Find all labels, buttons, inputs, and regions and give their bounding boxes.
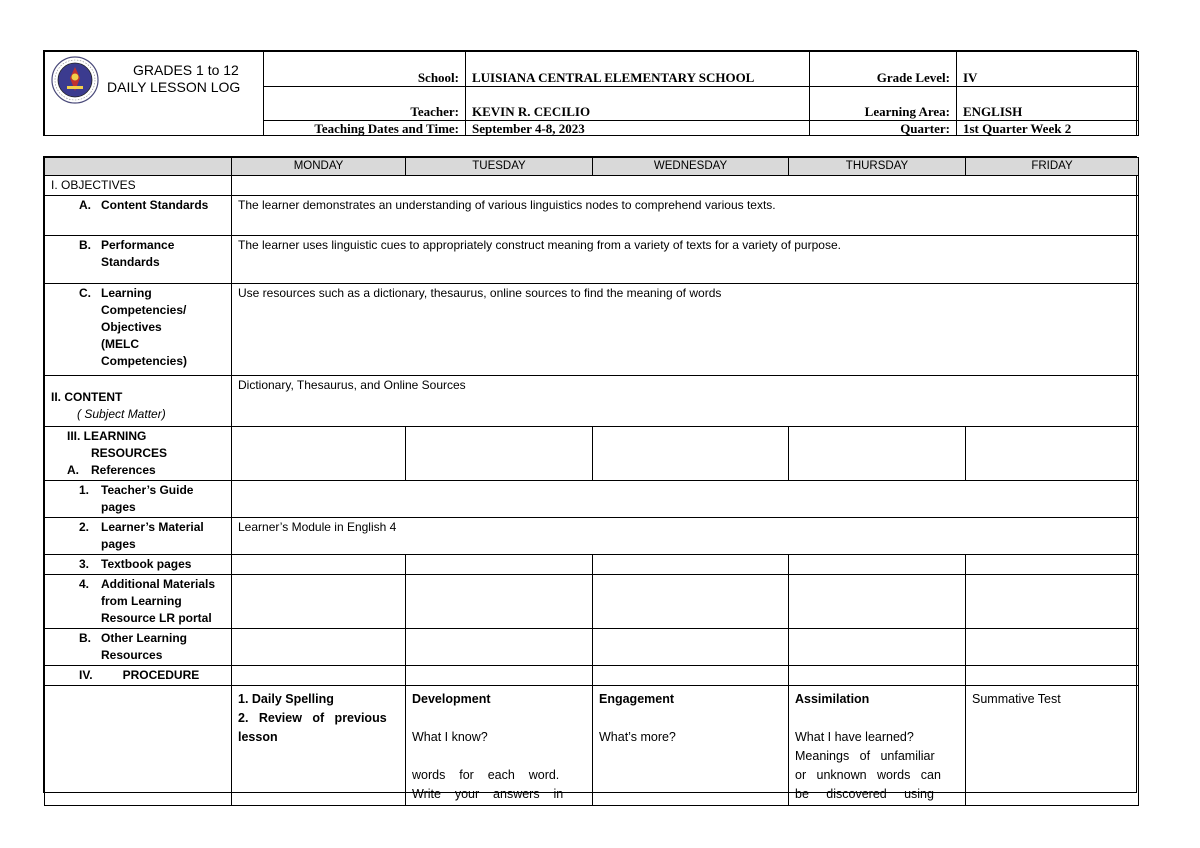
competencies-label-2: Competencies/ <box>101 303 187 317</box>
school-label: School: <box>264 52 466 87</box>
learners-material-label <box>45 518 232 555</box>
resources-monday <box>232 427 406 481</box>
additional-materials-num: 4. <box>79 577 90 591</box>
header-title-cell <box>45 52 264 136</box>
other-friday <box>966 629 1139 666</box>
competencies-num: C. <box>79 286 91 300</box>
teacher-label: Teacher: <box>264 87 466 121</box>
header-title-line2: DAILY LESSON LOG <box>107 79 241 95</box>
teachers-guide-label-2: pages <box>101 500 136 514</box>
teachers-guide-text <box>232 481 1139 518</box>
procedure-detail-label <box>45 686 232 806</box>
other-tuesday <box>406 629 593 666</box>
additional-monday <box>232 575 406 629</box>
content-standards-text: The learner demonstrates an understanding of various linguistics nodes to comprehend various texts. <box>232 196 1139 236</box>
day-thursday: THURSDAY <box>789 158 966 176</box>
wednesday-line-1: What’s more? <box>599 730 676 744</box>
procedure-wednesday-blank <box>593 666 789 686</box>
other-resources-label <box>45 629 232 666</box>
other-resources-num: B. <box>79 631 91 645</box>
content-standards-text-label: Content Standards <box>101 198 209 212</box>
teaching-dates-label: Teaching Dates and Time: <box>264 121 466 136</box>
objectives-heading: I. OBJECTIVES <box>45 176 232 196</box>
teachers-guide-label <box>45 481 232 518</box>
objectives-blank <box>232 176 1139 196</box>
textbook-friday <box>966 555 1139 575</box>
textbook-row <box>45 555 1139 575</box>
other-resources-row <box>45 629 1139 666</box>
learning-resources-heading-2: RESOURCES <box>91 446 168 460</box>
performance-standards-num: B. <box>79 238 91 252</box>
header-title-line1: GRADES 1 to 12 <box>133 62 239 78</box>
teachers-guide-label-1: Teacher’s Guide <box>101 483 194 497</box>
competencies-label-3: Objectives <box>101 320 162 334</box>
content-text: Dictionary, Thesaurus, and Online Sources <box>232 376 1139 427</box>
learners-material-label-1: Learner’s Material <box>101 520 204 534</box>
references-label: References <box>91 463 156 477</box>
learners-material-label-2: pages <box>101 537 136 551</box>
wednesday-title: Engagement <box>599 692 675 706</box>
textbook-num: 3. <box>79 557 90 571</box>
tuesday-line-1: What I know? <box>412 730 488 744</box>
tuesday-line-3: Write your answers in <box>412 787 564 801</box>
additional-thursday <box>789 575 966 629</box>
learners-material-text: Learner’s Module in English 4 <box>232 518 1139 555</box>
thursday-line-4: be discovered using <box>795 787 934 801</box>
competencies-row <box>45 284 1139 376</box>
thursday-title: Assimilation <box>795 692 870 706</box>
textbook-wednesday <box>593 555 789 575</box>
monday-line-3: lesson <box>238 730 278 744</box>
other-resources-label-2: Resources <box>101 648 163 662</box>
additional-wednesday <box>593 575 789 629</box>
teachers-guide-num: 1. <box>79 483 90 497</box>
procedure-friday <box>966 686 1139 806</box>
procedure-thursday <box>789 686 966 806</box>
quarter-value: 1st Quarter Week 2 <box>957 121 1139 136</box>
day-friday: FRIDAY <box>966 158 1139 176</box>
learners-material-row <box>45 518 1139 555</box>
procedure-row <box>45 666 1139 686</box>
learning-resources-label <box>45 427 232 481</box>
header-corner <box>45 158 232 176</box>
other-thursday <box>789 629 966 666</box>
lesson-log-header <box>43 50 1137 136</box>
monday-line-2: 2. Review of previous <box>238 711 387 725</box>
school-value: LUISIANA CENTRAL ELEMENTARY SCHOOL <box>466 52 810 87</box>
tuesday-line-2: words for each word. <box>412 768 560 782</box>
thursday-line-2: Meanings of unfamiliar <box>795 749 935 763</box>
content-standards-row <box>45 196 1139 236</box>
additional-materials-label-2: from Learning <box>101 594 182 608</box>
resources-wednesday <box>593 427 789 481</box>
learning-area-label: Learning Area: <box>810 87 957 121</box>
resources-thursday <box>789 427 966 481</box>
content-standards-label <box>45 196 232 236</box>
procedure-thursday-blank <box>789 666 966 686</box>
lesson-log-table <box>43 156 1137 801</box>
procedure-heading: IV. PROCEDURE <box>45 666 232 686</box>
references-num: A. <box>67 463 79 477</box>
competencies-text: Use resources such as a dictionary, thesaurus, online sources to find the meaning of words <box>232 284 1139 376</box>
content-standards-num: A. <box>79 198 91 212</box>
teacher-value: KEVIN R. CECILIO <box>466 87 810 121</box>
performance-standards-label-1: Performance <box>101 238 175 252</box>
objectives-row <box>45 176 1139 196</box>
procedure-friday-blank <box>966 666 1139 686</box>
resources-tuesday <box>406 427 593 481</box>
performance-standards-row <box>45 236 1139 284</box>
day-monday: MONDAY <box>232 158 406 176</box>
teaching-dates-value: September 4-8, 2023 <box>466 121 810 136</box>
grade-level-label: Grade Level: <box>810 52 957 87</box>
learning-resources-row <box>45 427 1139 481</box>
performance-standards-label <box>45 236 232 284</box>
procedure-monday-blank <box>232 666 406 686</box>
additional-materials-row <box>45 575 1139 629</box>
additional-materials-label-1: Additional Materials <box>101 577 216 591</box>
content-heading: II. CONTENT <box>51 390 123 404</box>
other-wednesday <box>593 629 789 666</box>
performance-standards-label-2: Standards <box>101 255 160 269</box>
day-header-row <box>45 158 1139 176</box>
procedure-tuesday <box>406 686 593 806</box>
additional-friday <box>966 575 1139 629</box>
learning-resources-heading-1: III. LEARNING <box>67 429 147 443</box>
competencies-label-1: Learning <box>101 286 152 300</box>
additional-tuesday <box>406 575 593 629</box>
procedure-tuesday-blank <box>406 666 593 686</box>
additional-materials-label <box>45 575 232 629</box>
learners-material-num: 2. <box>79 520 90 534</box>
competencies-label-5: Competencies) <box>101 354 188 368</box>
thursday-line-3: or unknown words can <box>795 768 941 782</box>
content-subheading: ( Subject Matter) <box>77 407 166 421</box>
deped-seal-icon <box>51 56 99 104</box>
textbook-monday <box>232 555 406 575</box>
other-resources-label-1: Other Learning <box>101 631 188 645</box>
textbook-thursday <box>789 555 966 575</box>
content-label <box>45 376 232 427</box>
day-tuesday: TUESDAY <box>406 158 593 176</box>
performance-standards-text: The learner uses linguistic cues to appropriately construct meaning from a variety of texts for a variety of purpose. <box>232 236 1139 284</box>
textbook-tuesday <box>406 555 593 575</box>
friday-line-1: Summative Test <box>972 692 1061 706</box>
monday-line-1: 1. Daily Spelling <box>238 692 334 706</box>
procedure-wednesday <box>593 686 789 806</box>
additional-materials-label-3: Resource LR portal <box>101 611 212 625</box>
textbook-label-text: Textbook pages <box>101 557 192 571</box>
procedure-detail-row <box>45 686 1139 806</box>
learning-area-value: ENGLISH <box>957 87 1139 121</box>
other-monday <box>232 629 406 666</box>
thursday-line-1: What I have learned? <box>795 730 914 744</box>
day-wednesday: WEDNESDAY <box>593 158 789 176</box>
quarter-label: Quarter: <box>810 121 957 136</box>
content-row <box>45 376 1139 427</box>
competencies-label <box>45 284 232 376</box>
textbook-label <box>45 555 232 575</box>
resources-friday <box>966 427 1139 481</box>
competencies-label-4: (MELC <box>101 337 139 351</box>
teachers-guide-row <box>45 481 1139 518</box>
tuesday-title: Development <box>412 692 491 706</box>
grade-level-value: IV <box>957 52 1139 87</box>
procedure-monday <box>232 686 406 806</box>
